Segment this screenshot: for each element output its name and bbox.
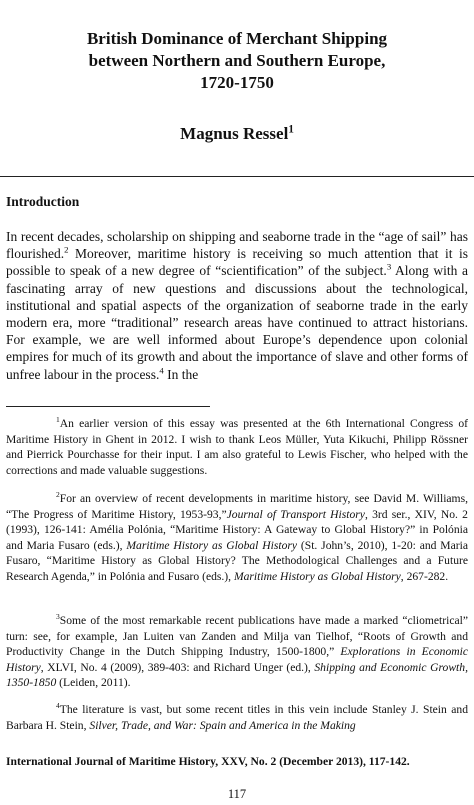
footnote-2-text-g: , 267-282. [400, 569, 449, 583]
footnote-3-mark: 3 [56, 612, 60, 622]
footnote-1-text: An earlier version of this essay was presented at the 6th International Congress of Maritime History in Ghent in 2012. I wish to thank Leos Müller, Yuta Kikuchi, Philipp Rössner and Pierrick Pourchasse for their input. I am also grateful to Lewis Fischer, who helped with the corrections and made valuable suggestions. [6, 417, 468, 477]
footnote-2-mark: 2 [56, 490, 60, 500]
body-text-1: In recent decades, scholarship on shipping and seaborne trade in the “age of sail” has flourished. [6, 229, 468, 262]
footnote-2-journal: Journal of Transport History [226, 507, 365, 521]
footnote-2 [6, 491, 468, 585]
journal-citation: International Journal of Maritime History, XXV, No. 2 (December 2013), 117-142. [6, 755, 410, 768]
footnote-3-book: Shipping and Economic Growth, 1350-1850 [6, 660, 468, 690]
footnote-2-book-1: Maritime History as Global History [126, 538, 298, 552]
section-heading: Introduction [6, 194, 80, 209]
footnote-divider [6, 406, 210, 407]
footnote-4-mark: 4 [56, 701, 60, 711]
footnote-3-journal: Explorations in Economic History [6, 645, 469, 674]
body-text-2: Moreover, maritime history is receiving so much attention that it is possible to speak of a new degree of “scientification” of the subject. [6, 246, 468, 279]
body-text-3: Along with a fascinating array of new questions and discussions about the technological, institutional and spatial aspects of the organization of seaborne trade in the early modern era, more “traditional” research areas have continued to attract historians. For example, we are well informed about Europe’s dependence upon colonial empires for much of its growth and about the importance of slave and other forms of unfree labour in the process. [6, 263, 468, 382]
header-divider [0, 176, 474, 177]
footnote-ref-2: 2 [64, 244, 69, 255]
body-paragraph [6, 228, 468, 383]
footnote-ref-3: 3 [386, 261, 392, 272]
title-line-3: 1720-1750 [200, 73, 274, 92]
footnote-4 [6, 702, 468, 733]
author-text: Magnus Ressel [180, 124, 289, 143]
footnote-3-text-e: (Leiden, 2011). [56, 676, 131, 690]
author-name [40, 123, 434, 145]
footnote-3-text-c: , XLVI, No. 4 (2009), 389-403: and Richard Unger (ed.), [40, 660, 315, 674]
footnote-ref-4: 4 [159, 365, 164, 376]
body-text-4: In the [163, 366, 199, 382]
footnote-3-text-a: Some of the most remarkable recent publications have made a marked “cliometrical” turn: see, for example, Jan Luiten van Zanden and Milja van Tielhof, “Roots of Growth and Productivity Change in the Dutch Shipping Industry, 1500-1800,” [6, 614, 468, 659]
footnote-1-mark: 1 [56, 415, 60, 425]
footnote-2-text-e: (St. John’s, 2010), 1-20: and Maria Fusaro, “Maritime History as Global History? The Methodological Challenges and a Future Research Agenda,” in Polónia and Fusaro (eds.), [6, 538, 468, 583]
footnote-2-book-2: Maritime History as Global History [233, 569, 401, 583]
footnote-3 [6, 613, 468, 691]
footnote-4-text-a: The literature is vast, but some recent titles in this vein include Stanley J. Stein and Barbara H. Stein, [6, 703, 468, 732]
footnote-2-text-a: For an overview of recent developments in maritime history, see David M. Williams, “The Progress of Maritime History, 1953-93,” [6, 492, 468, 521]
footnote-4-book: Silver, Trade, and War: Spain and America in the Making [89, 718, 356, 732]
page-number: 117 [227, 787, 247, 801]
footnote-2-text-c: , 3rd ser., XIV, No. 2 (1993), 126-141: Amélia Polónia, “Maritime History: A Gateway to Global History?” in Polónia and Maria Fusaro (eds.), [6, 507, 468, 552]
article-title [40, 28, 434, 94]
footnote-1 [6, 416, 468, 478]
title-line-2: between Northern and Southern Europe, [88, 51, 386, 70]
title-line-1: British Dominance of Merchant Shipping [86, 29, 388, 48]
author-footnote-mark: 1 [288, 123, 294, 136]
